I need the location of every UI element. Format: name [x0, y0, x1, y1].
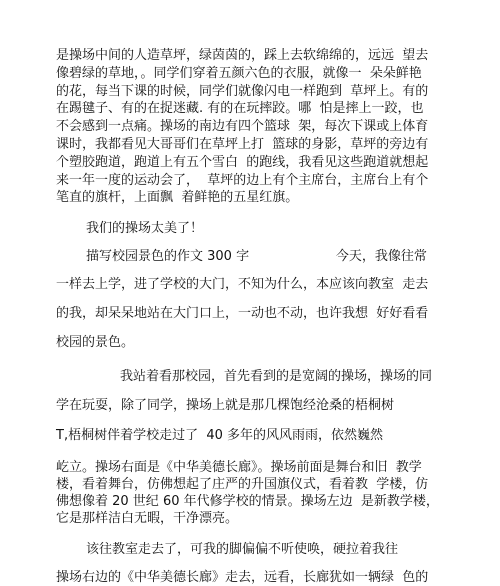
paragraph-c-line-4: 它是那样洁白无暇，干净漂亮。: [56, 511, 239, 526]
paragraph-1-line-5: 不会感到一点痛。操场的南边有四个篮球 架，每次下课或上体育: [56, 119, 429, 134]
paragraph-c-line-2: 楼，看着舞台，仿佛想起了庄严的升国旗仪式，看着教 学楼，仿: [56, 477, 429, 492]
paragraph-1-line-3: 的花，每当下课的时候，同学们就像闪电一样跑到 草坪上。有的: [56, 84, 429, 99]
essay-line-b3: T,梧桐树伴着学校走过了 40 多年的风风雨雨，依然巍然: [56, 428, 384, 443]
essay-line-a1: 一样去上学，进了学校的大门，不知为什么，本应该向教室 走去: [56, 277, 429, 292]
paragraph-1-line-8: 来一年一度的运动会了， 草坪的边上有个主席台，主席台上有个: [56, 173, 429, 188]
paragraph-1-line-6: 课时，我都看见大哥哥们在草坪上打 篮球的身影，草坪的旁边有: [56, 137, 429, 152]
paragraph-1-line-4: 在踢毽子、有的在捉迷藏. 有的在玩摔跤。哪 怕是摔上一跤，也: [56, 101, 424, 116]
essay-line-b1: 我站着看那校园，首先看到的是宽阔的操场，操场的同: [120, 369, 433, 384]
essay-line-d1: 该往教室走去了，可我的脚偏偏不听使唤，硬拉着我往: [86, 542, 399, 557]
paragraph-1-line-9: 笔直的旗杆，上面飘 着鲜艳的五星红旗。: [56, 190, 299, 205]
praise-line: 我们的操场太美了！: [86, 221, 204, 236]
paragraph-1-line-1: 是操场中间的人造草坪，绿茵茵的，踩上去软绵绵的，远远 望去: [56, 48, 429, 63]
essay-line-b2: 学在玩耍，除了同学，操场上就是那几棵饱经沧桑的梧桐树: [56, 398, 395, 413]
essay-line-d2: 操场右边的《中华美德长廊》走去，远看，长廊犹如一辆绿 色的: [56, 570, 429, 585]
essay-line-a2: 的我，却呆呆地站在大门口上，一动也不动，也许我想 好好看看: [56, 306, 429, 321]
paragraph-c-line-1: 屹立。操场右面是《中华美德长廊》。操场前面是舞台和旧 教学: [56, 460, 422, 475]
essay-line-a3: 校园的景色。: [56, 335, 135, 350]
paragraph-1-line-7: 个塑胶跑道，跑道上有五个雪白 的跑线，我看见这些跑道就想起: [56, 155, 429, 170]
paragraph-c-line-3: 佛想像着 20 世纪 60 年代修学校的情景。操场左边 是新教学楼，: [56, 494, 439, 509]
essay-title-line: 描写校园景色的作文 300 字 今天，我像往常: [86, 249, 427, 264]
paragraph-1-line-2: 像碧绿的草地，。同学们穿着五颜六色的衣服，就像一 朵朵鲜艳: [56, 66, 422, 81]
